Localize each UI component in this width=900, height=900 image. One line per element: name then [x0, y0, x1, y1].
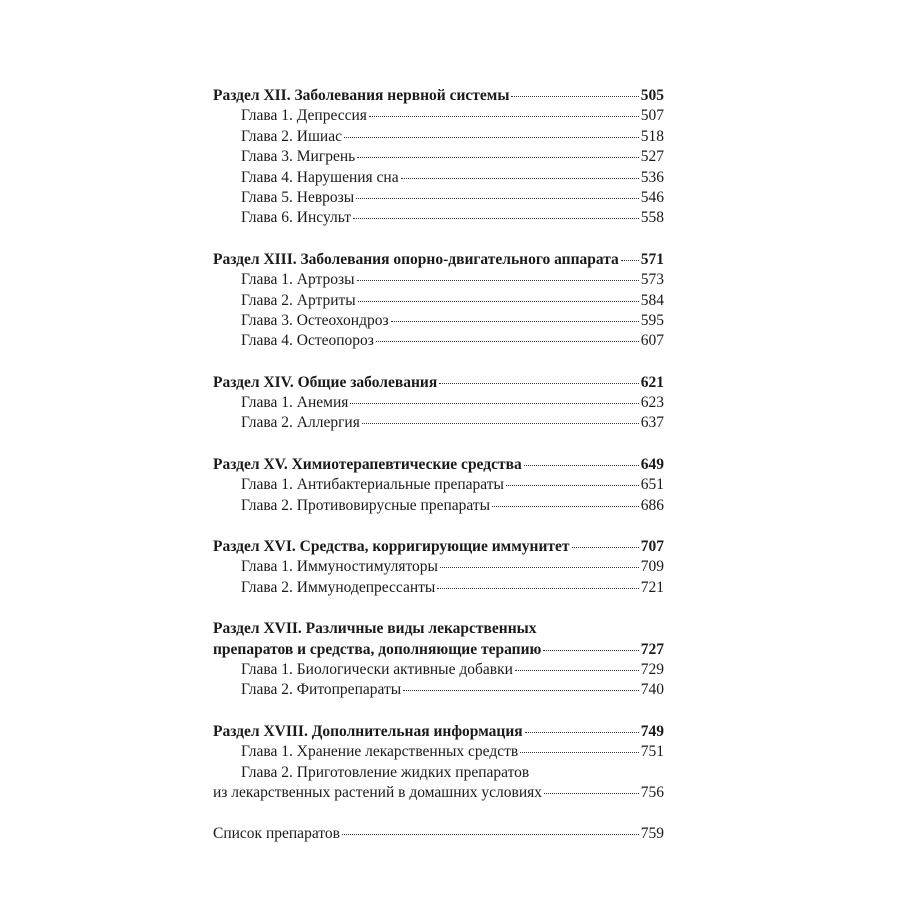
dot-leader — [524, 464, 639, 466]
chapter-title: Глава 2. Аллергия — [241, 414, 360, 432]
toc-chapter[interactable] — [213, 311, 664, 331]
dot-leader — [543, 649, 638, 651]
page-number: 621 — [640, 373, 664, 391]
dot-leader — [391, 320, 639, 322]
chapter-title: Глава 1. Артрозы — [241, 271, 355, 289]
section-title-continued: препаратов и средства, дополняющие терапию — [213, 640, 542, 658]
toc-chapter-line1[interactable] — [213, 763, 664, 783]
dot-leader — [525, 731, 639, 733]
toc-chapter-line2[interactable] — [213, 783, 664, 803]
page-number: 686 — [640, 496, 664, 514]
dot-leader — [511, 95, 638, 97]
page-number: 527 — [640, 148, 664, 166]
toc-chapter[interactable] — [213, 106, 664, 126]
dot-leader — [356, 197, 639, 199]
toc-chapter[interactable] — [213, 147, 664, 167]
chapter-title: Глава 1. Хранение лекарственных средств — [241, 743, 519, 761]
toc-section-heading-line2[interactable] — [213, 640, 664, 660]
toc-chapter[interactable] — [213, 413, 664, 433]
page-number: 721 — [640, 578, 664, 596]
page-number: 536 — [640, 168, 664, 186]
toc-section-17 — [213, 619, 664, 701]
section-title: Раздел XV. Химиотерапевтические средства — [213, 455, 522, 473]
page-number: 573 — [640, 271, 664, 289]
page-number: 751 — [640, 743, 664, 761]
chapter-title: Глава 2. Ишиас — [241, 127, 342, 145]
dot-leader — [515, 669, 639, 671]
section-title: Раздел XVII. Различные виды лекарственных — [213, 620, 537, 638]
dot-leader — [342, 833, 639, 835]
toc-section-heading[interactable] — [213, 250, 664, 270]
page-number: 507 — [640, 107, 664, 125]
chapter-title: Глава 6. Инсульт — [241, 209, 351, 227]
entry-title: Список препаратов — [213, 825, 340, 843]
dot-leader — [357, 279, 639, 281]
dot-leader — [357, 156, 639, 158]
dot-leader — [572, 546, 639, 548]
toc-chapter[interactable] — [213, 331, 664, 351]
page-number: 740 — [640, 681, 664, 699]
toc-chapter[interactable] — [213, 291, 664, 311]
page-number: 749 — [640, 722, 664, 740]
dot-leader — [369, 115, 639, 117]
section-title: Раздел XIV. Общие заболевания — [213, 373, 438, 391]
dot-leader — [362, 422, 639, 424]
toc-chapter[interactable] — [213, 496, 664, 516]
dot-leader — [353, 217, 639, 219]
chapter-title: Глава 1. Иммуностимуляторы — [241, 558, 438, 576]
dot-leader — [403, 689, 639, 691]
chapter-title: Глава 1. Биологически активные добавки — [241, 660, 513, 678]
toc-section-18 — [213, 722, 664, 804]
page-number: 756 — [640, 783, 664, 801]
toc-section-heading[interactable] — [213, 537, 664, 557]
toc-chapter[interactable] — [213, 168, 664, 188]
toc-section-13 — [213, 250, 664, 352]
chapter-title: Глава 2. Противовирусные препараты — [241, 496, 491, 514]
chapter-title: Глава 2. Артриты — [241, 291, 356, 309]
table-of-contents — [213, 86, 664, 845]
toc-chapter[interactable] — [213, 127, 664, 147]
toc-chapter[interactable] — [213, 660, 664, 680]
dot-leader — [544, 792, 639, 794]
page-number: 571 — [640, 250, 664, 268]
section-title: Раздел XVIII. Дополнительная информация — [213, 722, 523, 740]
page-number: 623 — [640, 394, 664, 412]
dot-leader — [350, 402, 638, 404]
toc-list-entry — [213, 824, 664, 844]
chapter-title: Глава 2. Фитопрепараты — [241, 681, 402, 699]
toc-section-16 — [213, 537, 664, 598]
page-number: 637 — [640, 414, 664, 432]
page-number: 546 — [640, 188, 664, 206]
chapter-title: Глава 4. Остеопороз — [241, 332, 374, 350]
toc-section-heading[interactable] — [213, 722, 664, 742]
dot-leader — [492, 505, 639, 507]
toc-section-heading-line1[interactable] — [213, 619, 664, 639]
page-number: 505 — [640, 87, 664, 104]
section-gap — [213, 803, 664, 824]
chapter-title: Глава 1. Анемия — [241, 394, 349, 412]
toc-chapter[interactable] — [213, 393, 664, 413]
dot-leader — [520, 751, 639, 753]
page-number: 558 — [640, 209, 664, 227]
dot-leader — [440, 566, 639, 568]
chapter-title: Глава 1. Депрессия — [241, 107, 367, 125]
section-title: Раздел XIII. Заболевания опорно-двигательного аппарата — [213, 250, 619, 268]
page-number: 584 — [640, 291, 664, 309]
dot-leader — [358, 300, 639, 302]
chapter-title: Глава 2. Иммунодепрессанты — [241, 578, 436, 596]
toc-chapter[interactable] — [213, 270, 664, 290]
toc-chapter[interactable] — [213, 208, 664, 228]
toc-chapter[interactable] — [213, 475, 664, 495]
page-number: 651 — [640, 476, 664, 494]
page-number: 649 — [640, 455, 664, 473]
chapter-title: Глава 3. Мигрень — [241, 148, 356, 166]
dot-leader — [621, 259, 639, 261]
section-gap — [213, 598, 664, 619]
page-number: 729 — [640, 660, 664, 678]
toc-section-heading[interactable] — [213, 373, 664, 393]
toc-chapter[interactable] — [213, 557, 664, 577]
dot-leader — [439, 382, 639, 384]
toc-chapter[interactable] — [213, 578, 664, 598]
page-number: 607 — [640, 332, 664, 350]
dot-leader — [344, 136, 639, 138]
section-gap — [213, 701, 664, 722]
toc-section-heading[interactable] — [213, 455, 664, 475]
toc-section-12 — [213, 86, 664, 229]
dot-leader — [401, 177, 639, 179]
toc-chapter[interactable] — [213, 188, 664, 208]
section-title: Раздел XVI. Средства, корригирующие иммунитет — [213, 538, 570, 556]
toc-entry-drug-list[interactable] — [213, 824, 664, 844]
chapter-title: Глава 5. Неврозы — [241, 188, 355, 206]
chapter-title: Глава 1. Антибактериальные препараты — [241, 476, 504, 494]
section-gap — [213, 434, 664, 455]
toc-chapter[interactable] — [213, 680, 664, 700]
dot-leader — [437, 587, 638, 589]
section-gap — [213, 352, 664, 373]
chapter-title: Глава 2. Приготовление жидких препаратов — [241, 763, 530, 781]
section-gap — [213, 229, 664, 250]
page-number: 595 — [640, 311, 664, 329]
section-title: Раздел XII. Заболевания нервной системы — [213, 87, 510, 104]
chapter-title: Глава 4. Нарушения сна — [241, 168, 399, 186]
dot-leader — [376, 340, 639, 342]
toc-section-15 — [213, 455, 664, 516]
section-gap — [213, 516, 664, 537]
dot-leader — [506, 484, 639, 486]
toc-chapter[interactable] — [213, 742, 664, 762]
page-number: 707 — [640, 538, 664, 556]
chapter-title-continued: из лекарственных растений в домашних условиях — [213, 783, 543, 801]
toc-section-14 — [213, 373, 664, 434]
page-number: 709 — [640, 558, 664, 576]
page-number: 727 — [640, 640, 664, 658]
toc-section-heading[interactable] — [213, 86, 664, 106]
chapter-title: Глава 3. Остеохондроз — [241, 311, 389, 329]
page-number: 518 — [640, 127, 664, 145]
page-number: 759 — [640, 825, 664, 843]
